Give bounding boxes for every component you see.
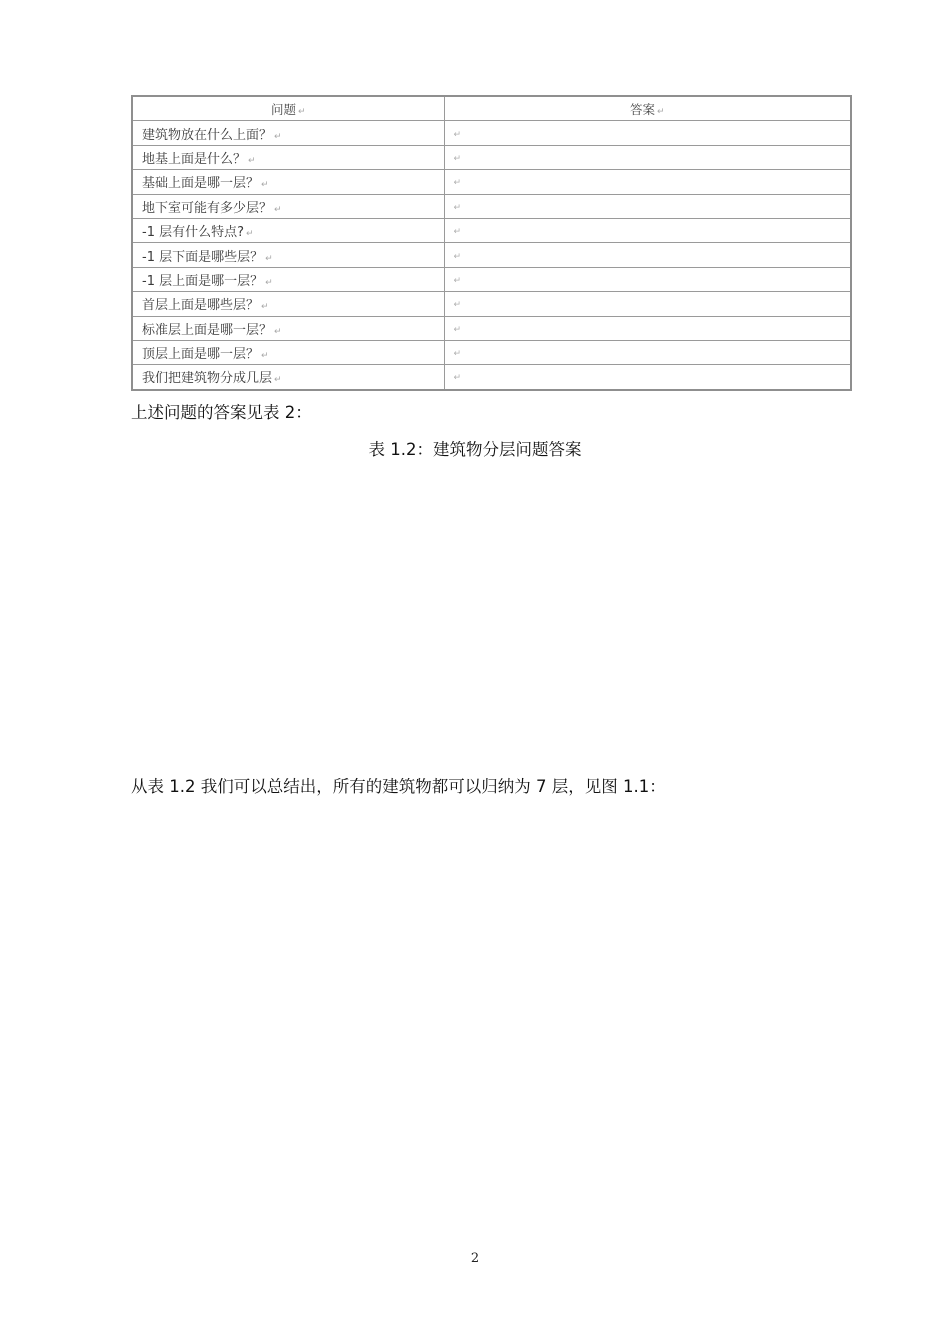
answer-text: ↵	[453, 373, 462, 384]
answer-cell	[444, 365, 851, 390]
question-text: 我们把建筑物分成几层	[142, 371, 273, 387]
answer-cell	[444, 243, 851, 267]
answer-cell	[444, 170, 851, 194]
header-answer-label: 答案	[629, 101, 655, 117]
answer-text: ↵	[453, 324, 462, 335]
answer-text: ↵	[453, 251, 462, 262]
question-text: 首层上面是哪些层？	[142, 298, 260, 314]
table-row	[132, 365, 851, 390]
paragraph-mark: ↵	[274, 375, 282, 386]
answer-text: ↵	[453, 202, 462, 213]
answer-text: ↵	[453, 349, 462, 360]
paragraph-answer-reference: 上述问题的答案见表 2：	[131, 403, 312, 422]
question-cell	[132, 365, 444, 390]
table-row	[132, 121, 851, 145]
paragraph-summary: 从表 1.2 我们可以总结出，所有的建筑物都可以归纳为 7 层，见图 1.1：	[131, 777, 666, 796]
paragraph-mark: ↵	[274, 204, 282, 215]
question-answer-table	[131, 95, 852, 391]
paragraph-mark: ↵	[297, 106, 306, 117]
table-row	[132, 316, 851, 340]
header-answer	[444, 96, 851, 121]
question-cell	[132, 292, 444, 316]
paragraph-mark: ↵	[274, 326, 282, 337]
paragraph-mark: ↵	[265, 253, 273, 264]
table-body	[132, 121, 851, 390]
table-row	[132, 340, 851, 364]
answer-text: ↵	[453, 178, 462, 189]
paragraph-mark: ↵	[261, 302, 269, 313]
answer-cell	[444, 267, 851, 291]
table-row	[132, 145, 851, 169]
answer-cell	[444, 121, 851, 145]
question-cell	[132, 267, 444, 291]
paragraph-mark: ↵	[274, 131, 282, 142]
question-cell	[132, 145, 444, 169]
answer-text: ↵	[453, 227, 462, 238]
table-header-row	[132, 96, 851, 121]
question-text: 标准层上面是哪一层？	[142, 322, 273, 338]
answer-text: ↵	[453, 300, 462, 311]
table-row	[132, 170, 851, 194]
answer-cell	[444, 340, 851, 364]
table-row	[132, 267, 851, 291]
table-row	[132, 194, 851, 218]
question-text: 地下室可能有多少层？	[142, 200, 273, 216]
question-text: -1 层下面是哪些层？	[142, 249, 264, 265]
answer-cell	[444, 218, 851, 242]
question-text: 基础上面是哪一层？	[142, 176, 260, 192]
answer-cell	[444, 145, 851, 169]
table-row	[132, 218, 851, 242]
page-number: 2	[470, 1251, 480, 1266]
table-row	[132, 292, 851, 316]
question-text: 建筑物放在什么上面？	[142, 127, 273, 143]
header-question-label: 问题	[270, 101, 296, 117]
answer-text: ↵	[453, 153, 462, 164]
question-cell	[132, 316, 444, 340]
answer-text: ↵	[453, 275, 462, 286]
table-caption: 表 1.2：建筑物分层问题答案	[368, 440, 582, 459]
question-cell	[132, 340, 444, 364]
paragraph-mark: ↵	[261, 351, 269, 362]
paragraph-mark: ↵	[656, 106, 665, 117]
answer-cell	[444, 316, 851, 340]
question-text: 地基上面是什么？	[142, 151, 247, 167]
question-cell	[132, 170, 444, 194]
question-cell	[132, 218, 444, 242]
answer-text: ↵	[453, 129, 462, 140]
header-question	[132, 96, 444, 121]
question-text: 顶层上面是哪一层？	[142, 347, 260, 363]
question-cell	[132, 121, 444, 145]
answer-cell	[444, 194, 851, 218]
question-text: -1 层上面是哪一层？	[142, 273, 264, 289]
paragraph-mark: ↵	[246, 229, 254, 240]
paragraph-mark: ↵	[265, 277, 273, 288]
question-cell	[132, 194, 444, 218]
question-cell	[132, 243, 444, 267]
answer-cell	[444, 292, 851, 316]
table-row	[132, 243, 851, 267]
paragraph-mark: ↵	[261, 180, 269, 191]
paragraph-mark: ↵	[248, 155, 256, 166]
question-text: -1 层有什么特点?	[142, 225, 244, 241]
